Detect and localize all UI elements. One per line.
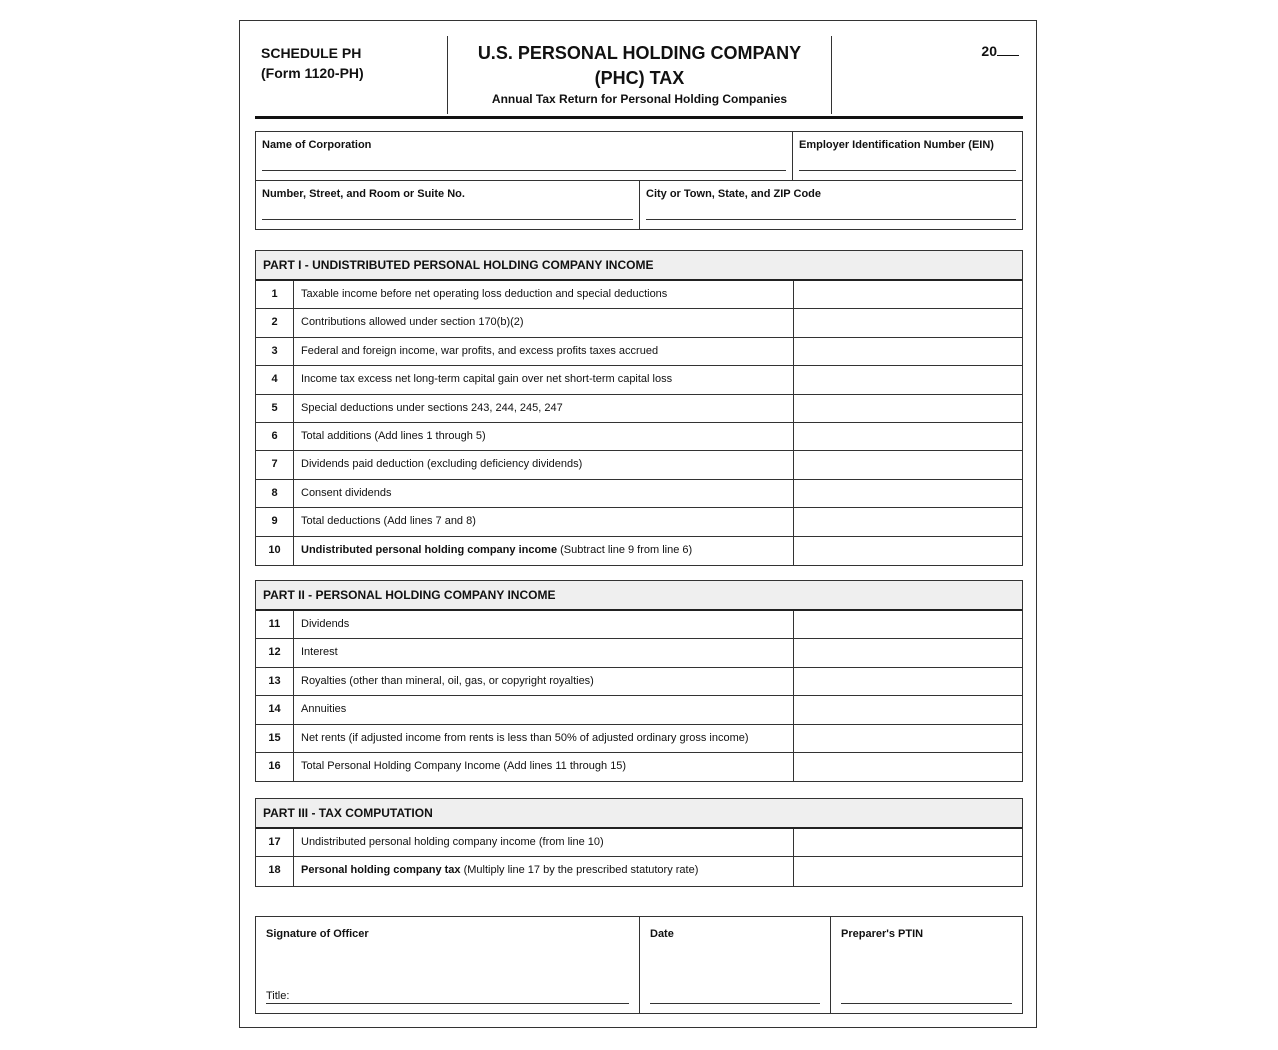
- line-number: 8: [256, 480, 294, 507]
- line-description: [301, 451, 582, 478]
- line-item-row: [256, 309, 1022, 337]
- line-description: [301, 366, 672, 393]
- amount-field[interactable]: [793, 480, 1022, 507]
- signature-box: [255, 916, 1023, 1014]
- corporation-info-box: [255, 131, 1023, 230]
- part-2: [255, 580, 1023, 782]
- date-cell: [640, 917, 831, 1013]
- line-description: [301, 508, 476, 535]
- part-2-title: PART II - PERSONAL HOLDING COMPANY INCOME: [256, 581, 1022, 611]
- line-description: [301, 395, 563, 422]
- line-description-bold: Personal holding company tax: [301, 864, 461, 877]
- line-description-text: Total Personal Holding Company Income (Add lines 11 through 15): [301, 759, 627, 772]
- line-description-text: Dividends paid deduction (excluding deficiency dividends): [301, 458, 583, 471]
- form-title-line1: U.S. PERSONAL HOLDING COMPANY: [477, 43, 802, 63]
- amount-field[interactable]: [793, 611, 1022, 638]
- line-number: 4: [256, 366, 294, 393]
- street-cell: [256, 181, 640, 229]
- line-description: [301, 696, 346, 723]
- amount-field[interactable]: [793, 423, 1022, 450]
- line-description-text: Consent dividends: [301, 486, 392, 499]
- line-description: [301, 829, 604, 856]
- amount-field[interactable]: [793, 829, 1022, 856]
- line-item-row: [256, 611, 1022, 639]
- form-page: [239, 20, 1037, 1028]
- line-number: 13: [256, 668, 294, 695]
- ptin-field[interactable]: [841, 978, 1012, 1004]
- form-number: (Form 1120-PH): [261, 65, 364, 81]
- line-item-row: [256, 281, 1022, 309]
- city-cell: [640, 181, 1022, 229]
- amount-field[interactable]: [793, 668, 1022, 695]
- city-label: City or Town, State, and ZIP Code: [646, 188, 821, 200]
- line-description: [301, 537, 692, 564]
- line-description-text: Interest: [301, 646, 338, 659]
- line-description-text: Total deductions (Add lines 7 and 8): [301, 515, 476, 528]
- line-number: 9: [256, 508, 294, 535]
- ein-label: Employer Identification Number (EIN): [799, 139, 994, 151]
- ptin-label: Preparer's PTIN: [841, 928, 924, 940]
- amount-field[interactable]: [793, 338, 1022, 365]
- line-item-row: [256, 753, 1022, 781]
- line-description-text: Federal and foreign income, war profits, and excess profits taxes accrued: [301, 344, 659, 357]
- corporation-name-cell: [256, 132, 793, 181]
- amount-field[interactable]: [793, 366, 1022, 393]
- amount-field[interactable]: [793, 696, 1022, 723]
- line-description: [301, 857, 698, 884]
- line-number: 1: [256, 281, 294, 308]
- line-item-row: [256, 696, 1022, 724]
- line-description-text: Royalties (other than mineral, oil, gas, or copyright royalties): [301, 674, 594, 687]
- line-number: 10: [256, 537, 294, 565]
- amount-field[interactable]: [793, 451, 1022, 478]
- line-number: 2: [256, 309, 294, 336]
- schedule-id-block: [255, 36, 448, 114]
- line-description-text: (Subtract line 9 from line 6): [557, 543, 693, 556]
- line-number: 14: [256, 696, 294, 723]
- line-number: 11: [256, 611, 294, 638]
- line-item-row: [256, 639, 1022, 667]
- title-block: [448, 36, 832, 114]
- line-description-text: Taxable income before net operating loss deduction and special deductions: [301, 288, 668, 300]
- ein-field[interactable]: [799, 170, 1016, 171]
- city-field[interactable]: [646, 219, 1016, 220]
- line-description: [301, 423, 486, 450]
- line-item-row: [256, 829, 1022, 857]
- line-description: [301, 338, 658, 365]
- corporation-name-label: Name of Corporation: [262, 139, 372, 151]
- line-description: [301, 668, 594, 695]
- line-item-row: [256, 366, 1022, 394]
- schedule-label: SCHEDULE PH: [261, 45, 362, 61]
- year-prefix: 20: [981, 43, 997, 59]
- date-label: Date: [650, 928, 674, 940]
- line-description: [301, 725, 749, 752]
- part-3: [255, 798, 1023, 887]
- tax-year: [981, 43, 1019, 59]
- line-item-row: [256, 508, 1022, 536]
- line-item-row: [256, 395, 1022, 423]
- line-description-text: Special deductions under sections 243, 244, 245, 247: [301, 401, 563, 414]
- amount-field[interactable]: [793, 309, 1022, 336]
- line-item-row: [256, 480, 1022, 508]
- line-description: [301, 281, 667, 308]
- amount-field[interactable]: [793, 281, 1022, 308]
- line-item-row: [256, 668, 1022, 696]
- officer-signature-label: Signature of Officer: [266, 928, 369, 940]
- line-description: [301, 480, 392, 507]
- line-description: [301, 639, 338, 666]
- line-description-text: Net rents (if adjusted income from rents is less than 50% of adjusted ordinary gross income): [301, 731, 749, 744]
- line-number: 3: [256, 338, 294, 365]
- date-field[interactable]: [650, 978, 820, 1004]
- line-description-text: Total additions (Add lines 1 through 5): [301, 429, 486, 442]
- form-subtitle: Annual Tax Return for Personal Holding Companies: [491, 92, 788, 106]
- line-description-text: (Multiply line 17 by the prescribed statutory rate): [460, 864, 699, 877]
- amount-field[interactable]: [793, 857, 1022, 885]
- year-field[interactable]: [997, 43, 1019, 56]
- line-number: 16: [256, 753, 294, 781]
- line-item-row: [256, 423, 1022, 451]
- officer-signature-cell: [256, 917, 640, 1013]
- line-item-row: [256, 451, 1022, 479]
- line-item-row: [256, 857, 1022, 885]
- line-item-row: [256, 725, 1022, 753]
- line-description-text: Undistributed personal holding company income (from line 10): [301, 836, 604, 848]
- line-number: 7: [256, 451, 294, 478]
- officer-signature-field[interactable]: [266, 978, 629, 1004]
- amount-field[interactable]: [793, 395, 1022, 422]
- line-description-text: Income tax excess net long-term capital gain over net short-term capital loss: [301, 373, 673, 386]
- line-item-row: [256, 338, 1022, 366]
- line-number: 12: [256, 639, 294, 666]
- line-description: [301, 309, 524, 336]
- part-3-title: PART III - TAX COMPUTATION: [256, 799, 1022, 829]
- line-description-bold: Undistributed personal holding company income: [301, 543, 558, 556]
- line-number: 15: [256, 725, 294, 752]
- form-title-line2: (PHC) TAX: [594, 68, 685, 88]
- line-description: [301, 611, 349, 638]
- amount-field[interactable]: [793, 508, 1022, 535]
- line-description-text: Contributions allowed under section 170(b)(2): [301, 316, 524, 329]
- corporation-name-field[interactable]: [262, 170, 786, 171]
- line-description-text: Dividends: [301, 618, 350, 630]
- line-description-text: Annuities: [301, 703, 347, 716]
- amount-field[interactable]: [793, 639, 1022, 666]
- ein-cell: [793, 132, 1022, 181]
- street-field[interactable]: [262, 219, 633, 220]
- part-1: [255, 250, 1023, 566]
- form-header: [255, 36, 1023, 119]
- officer-title-label: Title:: [266, 990, 290, 1002]
- part-1-title: PART I - UNDISTRIBUTED PERSONAL HOLDING COMPANY INCOME: [256, 251, 1022, 281]
- street-label: Number, Street, and Room or Suite No.: [262, 188, 465, 200]
- line-number: 5: [256, 395, 294, 422]
- line-description: [301, 753, 626, 780]
- amount-field[interactable]: [793, 753, 1022, 781]
- amount-field[interactable]: [793, 725, 1022, 752]
- line-number: 17: [256, 829, 294, 856]
- amount-field[interactable]: [793, 537, 1022, 565]
- ptin-cell: [831, 917, 1022, 1013]
- line-number: 6: [256, 423, 294, 450]
- line-item-row: [256, 537, 1022, 565]
- line-number: 18: [256, 857, 294, 885]
